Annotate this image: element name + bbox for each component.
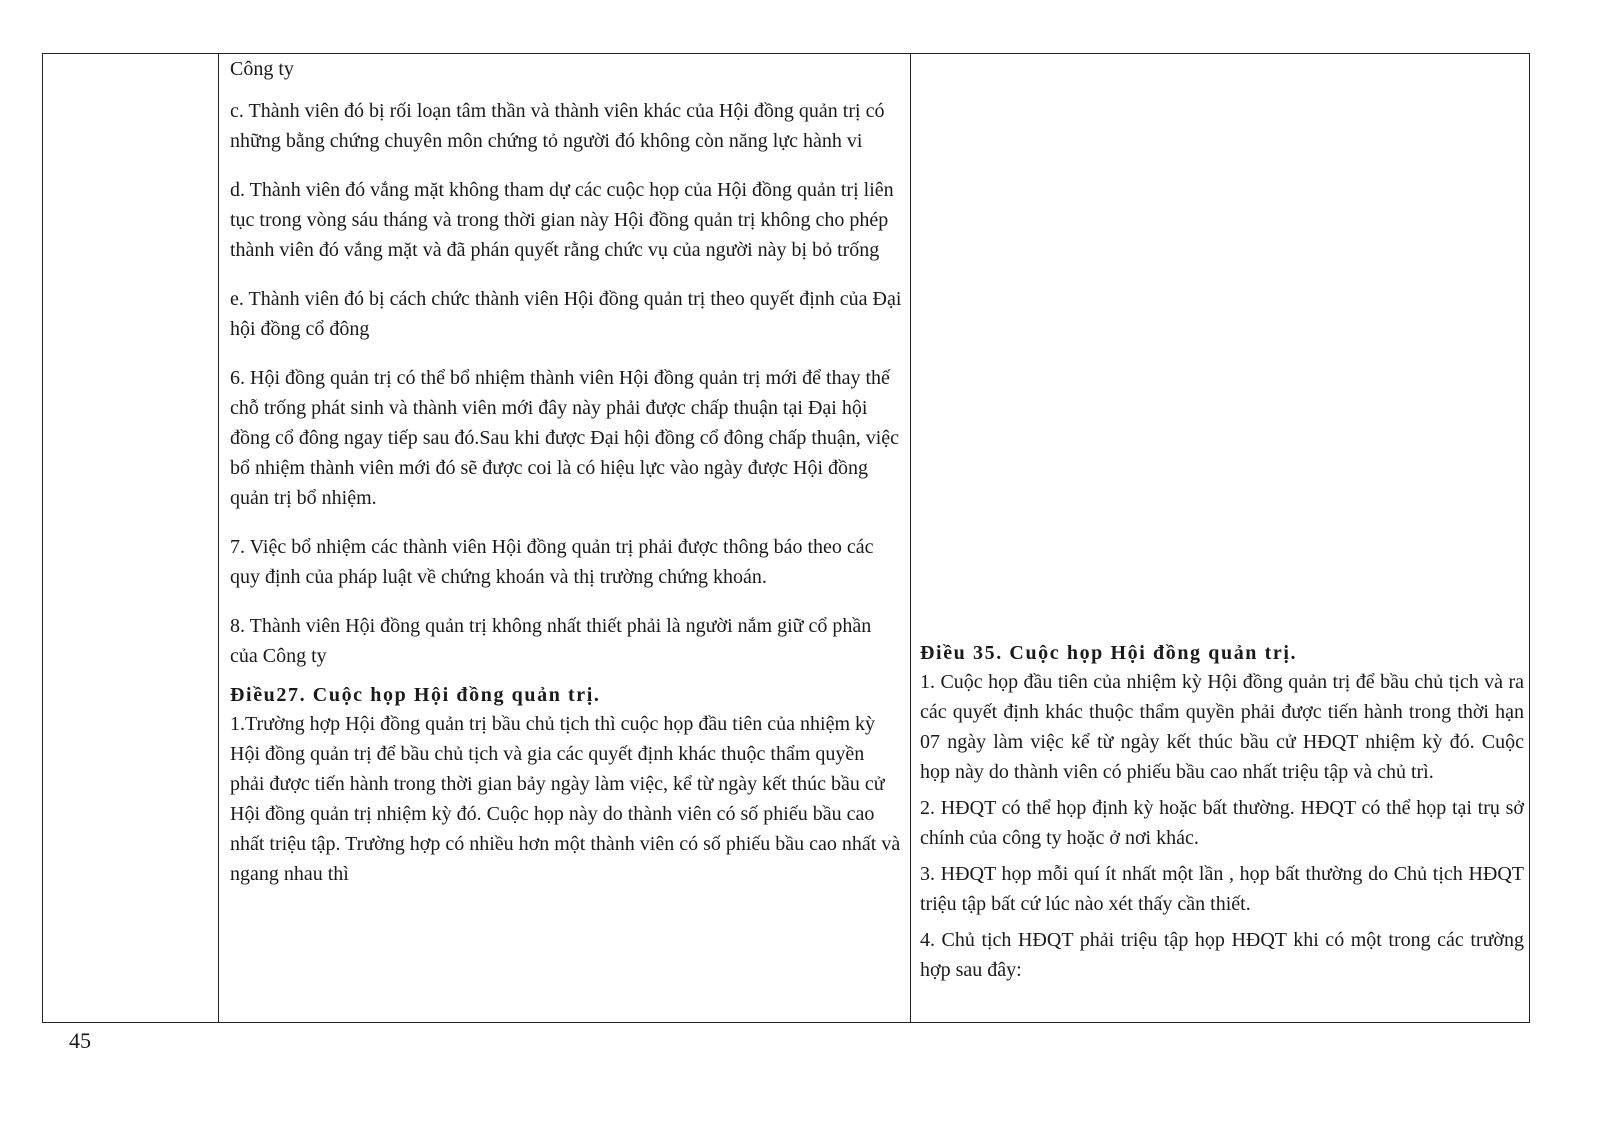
paragraph-6: 6. Hội đồng quản trị có thể bổ nhiệm thành viên Hội đồng quản trị mới để thay thế chỗ trống phát sinh và thành viên mới đây này phải được chấp thuận tại Đại hội đồng cổ đông ngay tiếp sau đó.Sau khi được Đại hội đồng cổ đông chấp thuận, việc bổ nhiệm thành viên mới đó sẽ được coi là có hiệu lực vào ngày được Hội đồng quản trị bổ nhiệm. <box>230 367 900 509</box>
paragraph-7: 7. Việc bổ nhiệm các thành viên Hội đồng quản trị phải được thông báo theo các quy định của pháp luật về chứng khoán và thị trường chứng khoán. <box>230 536 874 588</box>
page-number: 45 <box>69 1028 91 1053</box>
right-column <box>920 639 1524 991</box>
article-35-clause-4: 4. Chủ tịch HĐQT phải triệu tập họp HĐQT khi có một trong các trường hợp sau đây: <box>920 929 1524 981</box>
column-divider-right <box>910 54 911 1022</box>
article-27-heading: Điều27. Cuộc họp Hội đồng quản trị. <box>230 684 601 706</box>
article-27-body: 1.Trường hợp Hội đồng quản trị bầu chủ tịch thì cuộc họp đầu tiên của nhiệm kỳ Hội đồng quản trị để bầu chủ tịch và gia các quyết định khác thuộc thẩm quyền phải được tiến hành trong thời gian bảy ngày làm việc, kể từ ngày kết thúc bầu cử Hội đồng quản trị nhiệm kỳ đó. Cuộc họp này do thành viên có số phiếu bầu cao nhất triệu tập. Trường hợp có nhiều hơn một thành viên có số phiếu bầu cao nhất và ngang nhau thì <box>230 713 901 885</box>
paragraph-8: 8. Thành viên Hội đồng quản trị không nhất thiết phải là người nắm giữ cổ phần của Công ty <box>230 615 872 667</box>
paragraph-c: c. Thành viên đó bị rối loạn tâm thần và thành viên khác của Hội đồng quản trị có những bằng chứng chuyên môn chứng tỏ người đó không còn năng lực hành vi <box>230 100 885 152</box>
comparison-table <box>42 53 1530 1023</box>
article-35-clause-1: 1. Cuộc họp đầu tiên của nhiệm kỳ Hội đồng quản trị để bầu chủ tịch và ra các quyết định khác thuộc thẩm quyền phải được tiến hành trong thời hạn 07 ngày làm việc kể từ ngày kết thúc bầu cử HĐQT nhiệm kỳ đó. Cuộc họp này do thành viên có phiếu bầu cao nhất triệu tập và chủ trì. <box>920 671 1524 783</box>
article-35-clause-3: 3. HĐQT họp mỗi quí ít nhất một lần , họp bất thường do Chủ tịch HĐQT triệu tập bất cứ lúc nào xét thấy cần thiết. <box>920 863 1524 915</box>
paragraph-cong-ty: Công ty <box>230 58 294 80</box>
article-35-heading: Điều 35. Cuộc họp Hội đồng quản trị. <box>920 642 1298 664</box>
paragraph-e: e. Thành viên đó bị cách chức thành viên Hội đồng quản trị theo quyết định của Đại hội đồng cổ đông <box>230 288 902 340</box>
paragraph-d: d. Thành viên đó vắng mặt không tham dự các cuộc họp của Hội đồng quản trị liên tục trong vòng sáu tháng và trong thời gian này Hội đồng quản trị không cho phép thành viên đó vắng mặt và đã phán quyết rằng chức vụ của người này bị bỏ trống <box>230 179 894 261</box>
article-35-clause-2: 2. HĐQT có thể họp định kỳ hoặc bất thường. HĐQT có thể họp tại trụ sở chính của công ty hoặc ở nơi khác. <box>920 797 1524 849</box>
middle-column <box>230 54 902 889</box>
column-divider-left <box>218 54 219 1022</box>
